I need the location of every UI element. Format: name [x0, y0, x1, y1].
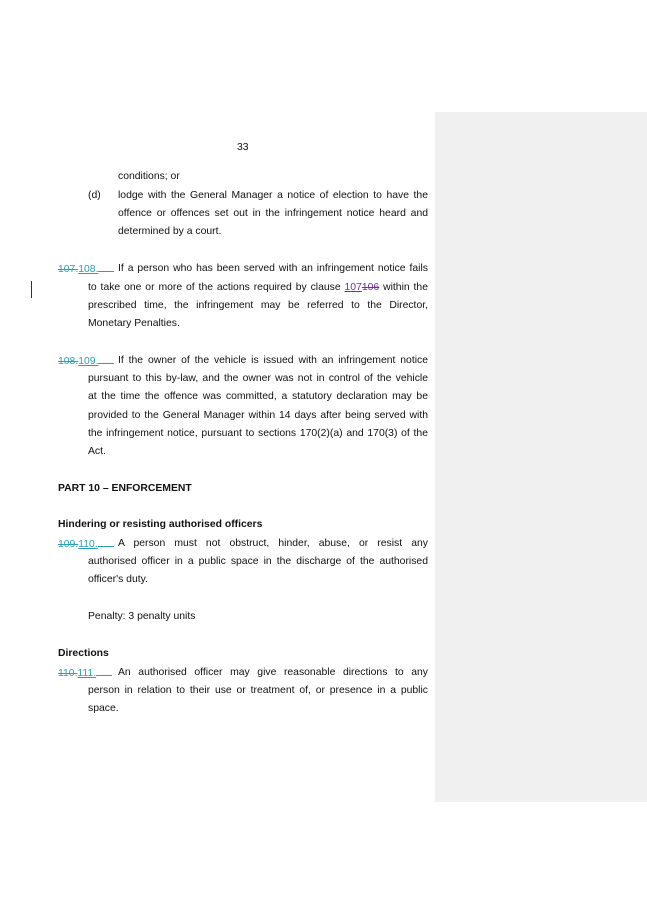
clause-109-line: the infringement notice, pursuant to sections 170(2)(a) and 170(3) of the — [88, 428, 428, 439]
clause-111-line: person in relation to their use or treatment of, or presence in a public — [88, 685, 428, 696]
item-d-label: (d) — [88, 190, 101, 201]
item-d-line: lodge with the General Manager a notice of election to have the — [118, 190, 428, 201]
clause-number — [58, 666, 112, 681]
penalty-text: Penalty: 3 penalty units — [88, 611, 196, 622]
clause-110-line: A person must not obstruct, hinder, abuse, or resist any — [118, 538, 428, 549]
part-heading: PART 10 – ENFORCEMENT — [58, 483, 192, 494]
clause-108-line: prescribed time, the infringement may be referred to the Director, — [88, 300, 428, 311]
change-bar — [31, 281, 32, 298]
inserted-number: 108. — [78, 264, 99, 275]
clause-number — [58, 537, 114, 552]
deleted-reference: 106 — [361, 282, 380, 293]
section-heading: Directions — [58, 648, 109, 659]
clause-111-line: An authorised officer may give reasonable directions to any — [118, 667, 428, 678]
comments-pane[interactable] — [435, 112, 647, 802]
cross-reference-link[interactable]: 107 — [344, 282, 362, 293]
clause-110-line: authorised officer in a public space in the discharge of the authorised — [88, 556, 428, 567]
clause-108-line: to take one or more of the actions required by clause 107106 within the — [88, 282, 428, 293]
deleted-number: 109. — [58, 539, 79, 550]
deleted-number: 107. — [58, 264, 79, 275]
clause-108-line: Monetary Penalties. — [88, 318, 180, 329]
clause-109-line: pursuant to this by-law, and the owner was not in control of the vehicle — [88, 373, 428, 384]
clause-number — [58, 262, 114, 277]
clause-109-line: provided to the General Manager within 14 days after being served with — [88, 410, 428, 421]
clause-109-line: at the time the offence was committed, a statutory declaration may be — [88, 391, 428, 402]
page-number: 33 — [237, 142, 249, 153]
deleted-number: 108. — [58, 356, 79, 367]
item-c-tail: conditions; or — [118, 171, 180, 182]
inserted-number: 111. — [77, 668, 97, 679]
clause-109-line: Act. — [88, 446, 106, 457]
inserted-number: 110. — [78, 539, 98, 550]
deleted-number: 110. — [58, 668, 78, 679]
inserted-number: 109. — [78, 356, 99, 367]
item-d-line: determined by a court. — [118, 226, 222, 237]
item-d-line: offence or offences set out in the infringement notice heard and — [118, 208, 428, 219]
clause-111-line: space. — [88, 703, 119, 714]
clause-110-line: officer's duty. — [88, 574, 148, 585]
clause-number — [58, 354, 114, 369]
section-heading: Hindering or resisting authorised officers — [58, 519, 263, 530]
clause-108-line: If a person who has been served with an infringement notice fails — [118, 263, 428, 274]
clause-109-line: If the owner of the vehicle is issued with an infringement notice — [118, 355, 428, 366]
